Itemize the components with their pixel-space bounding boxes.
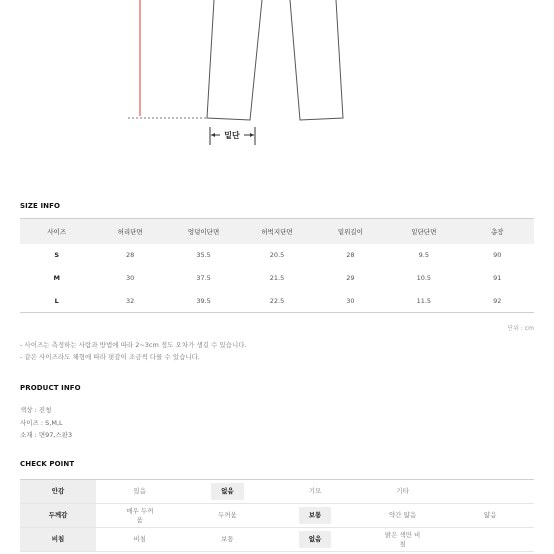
waist-header: 허리단면 [93, 219, 166, 244]
size-header: 사이즈 [20, 219, 93, 244]
check-option: 매우 두꺼움 [126, 506, 154, 524]
check-option-selected: 보통 [299, 507, 332, 524]
size-cell: S [54, 251, 60, 259]
table-row [20, 244, 534, 267]
product-color: 색상 : 진청 [20, 406, 52, 414]
product-info [20, 404, 72, 442]
table-row [20, 267, 534, 290]
table-cell: 30 [125, 274, 135, 282]
unit-note: 단위 : cm [507, 325, 534, 332]
table-cell: 37.5 [196, 274, 211, 282]
table-cell: 32 [93, 290, 166, 313]
check-option: 얇음 [483, 511, 497, 519]
check-point-title: CHECK POINT [20, 460, 75, 468]
table-cell: 35.5 [196, 251, 211, 259]
table-cell: 10.5 [416, 274, 432, 282]
check-option: 있음 [133, 487, 147, 495]
check-option: 두꺼움 [217, 511, 237, 519]
hem-arrowhead-right [250, 133, 254, 137]
check-row-lining [20, 480, 534, 504]
check-label: 비침 [20, 528, 96, 552]
check-label: 두께감 [20, 504, 96, 528]
check-option: 기모 [308, 487, 322, 495]
size-notes [20, 339, 247, 363]
check-label: 안감 [20, 480, 96, 504]
product-sizes: 사이즈 : S,M,L [20, 418, 63, 427]
hem-header: 밑단단면 [387, 219, 460, 244]
table-cell: 39.5 [167, 290, 240, 313]
check-option: 약간 얇음 [388, 511, 417, 519]
table-cell: 92 [461, 290, 534, 313]
length-header: 총장 [461, 219, 534, 244]
size-cell: M [53, 274, 60, 282]
check-row-thickness [20, 504, 534, 528]
size-info-title: SIZE INFO [20, 202, 61, 210]
table-cell: 9.5 [418, 251, 429, 259]
check-option: 보통 [221, 535, 234, 543]
rise-header: 밑위길이 [314, 219, 387, 244]
table-cell: 29 [346, 274, 355, 282]
size-table-header-row [20, 219, 534, 244]
check-row-sheerness [20, 528, 534, 552]
hem-label: 밑단 [224, 131, 240, 140]
table-cell: 30 [314, 290, 387, 313]
pants-left-leg-outline [207, 0, 262, 120]
pants-diagram [0, 0, 554, 160]
pants-right-leg-outline [290, 0, 343, 120]
table-cell: 22.5 [240, 290, 313, 313]
product-material: 소재 : 면97,스판3 [20, 431, 73, 439]
table-cell: 11.5 [387, 290, 460, 313]
table-cell: 90 [493, 251, 502, 259]
size-table [20, 218, 534, 313]
check-option: 밝은 색만 비침 [384, 530, 421, 548]
check-option: 기타 [396, 487, 409, 495]
hip-header: 엉덩이단면 [167, 219, 240, 244]
table-cell: 20.5 [269, 251, 285, 259]
table-cell: 21.5 [269, 274, 285, 282]
table-cell: 28 [346, 251, 355, 259]
table-cell: 91 [493, 274, 502, 282]
check-option [484, 537, 496, 541]
check-option [484, 489, 496, 493]
check-option-selected: 없음 [299, 531, 332, 548]
hem-arrowhead-left [211, 133, 215, 137]
table-cell: 28 [125, 251, 135, 259]
note-line: - 같은 사이즈라도 체형에 따라 핏감이 조금씩 다를 수 있습니다. [20, 353, 200, 361]
size-cell: L [20, 290, 93, 313]
product-info-title: PRODUCT INFO [20, 384, 81, 392]
thigh-header: 허벅지단면 [240, 219, 313, 244]
check-option-selected: 없음 [211, 483, 244, 500]
check-option: 비침 [133, 535, 147, 543]
check-point-table [20, 479, 534, 552]
note-line: - 사이즈는 측정하는 사람과 방법에 따라 2~3cm 정도 오차가 생길 수 있습니다. [20, 341, 247, 349]
table-row [20, 290, 534, 313]
